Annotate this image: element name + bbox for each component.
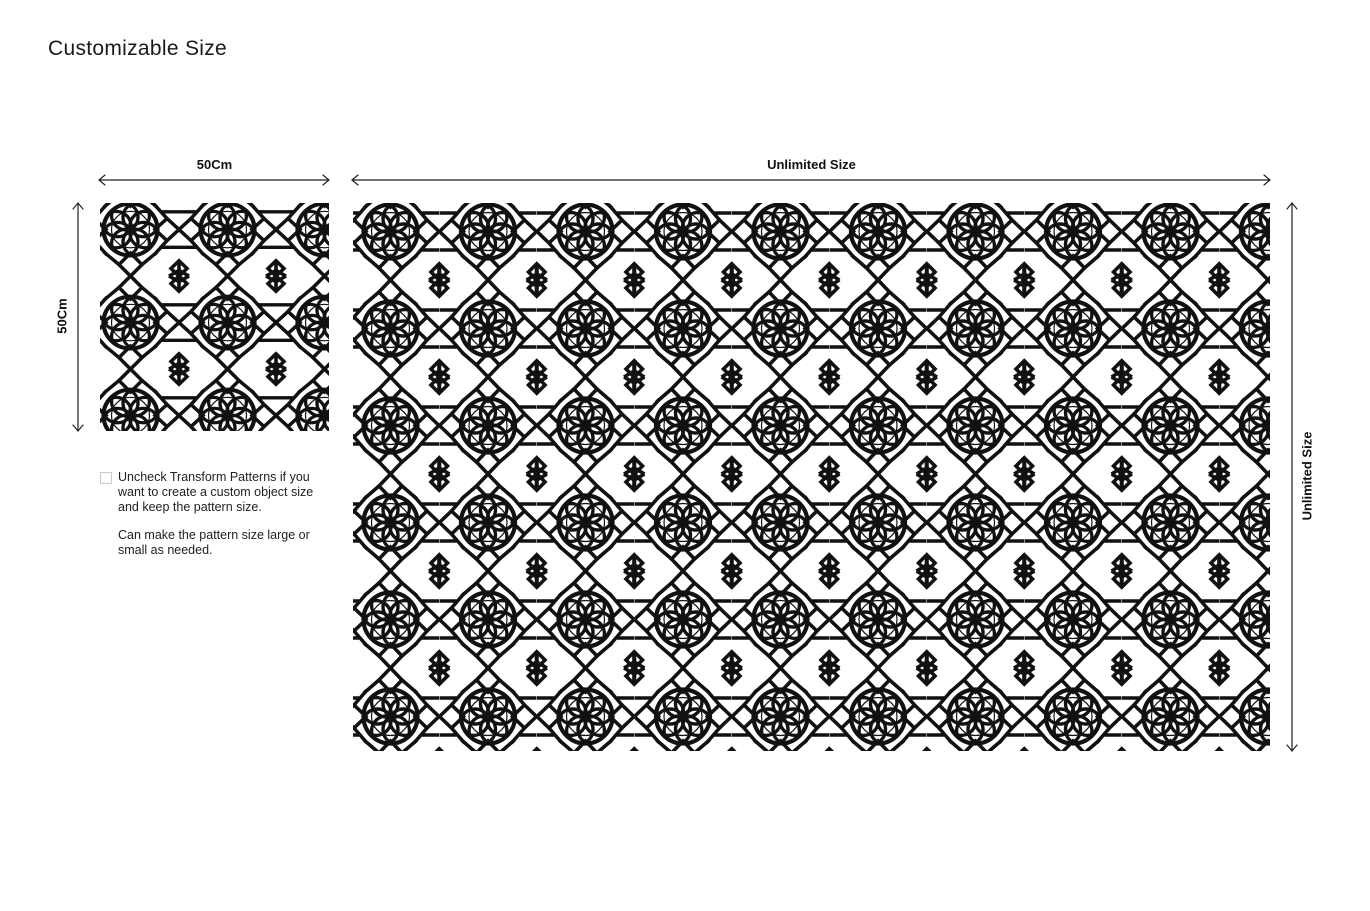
page-title: Customizable Size <box>48 37 228 60</box>
transform-patterns-checkbox[interactable] <box>100 472 112 484</box>
pattern-large-svg <box>353 203 1270 751</box>
pattern-sample-50cm <box>100 203 329 431</box>
large-width-arrow <box>352 175 1270 185</box>
small-height-label: 50Cm <box>54 298 70 334</box>
note-text-transform: Uncheck Transform Patterns if you want to create a custom object size and keep the pattern size. <box>118 470 314 514</box>
large-height-arrow <box>1287 203 1297 751</box>
small-height-arrow <box>73 203 83 431</box>
small-width-label: 50Cm <box>196 157 233 172</box>
transform-note <box>100 470 340 558</box>
pattern-small-svg <box>100 203 329 431</box>
large-width-label: Unlimited Size <box>767 157 856 172</box>
pattern-sample-unlimited <box>353 203 1270 751</box>
large-height-label: Unlimited Size <box>1299 431 1315 521</box>
note-text-scale: Can make the pattern size large or small as needed. <box>118 528 310 557</box>
small-width-arrow <box>99 175 329 185</box>
